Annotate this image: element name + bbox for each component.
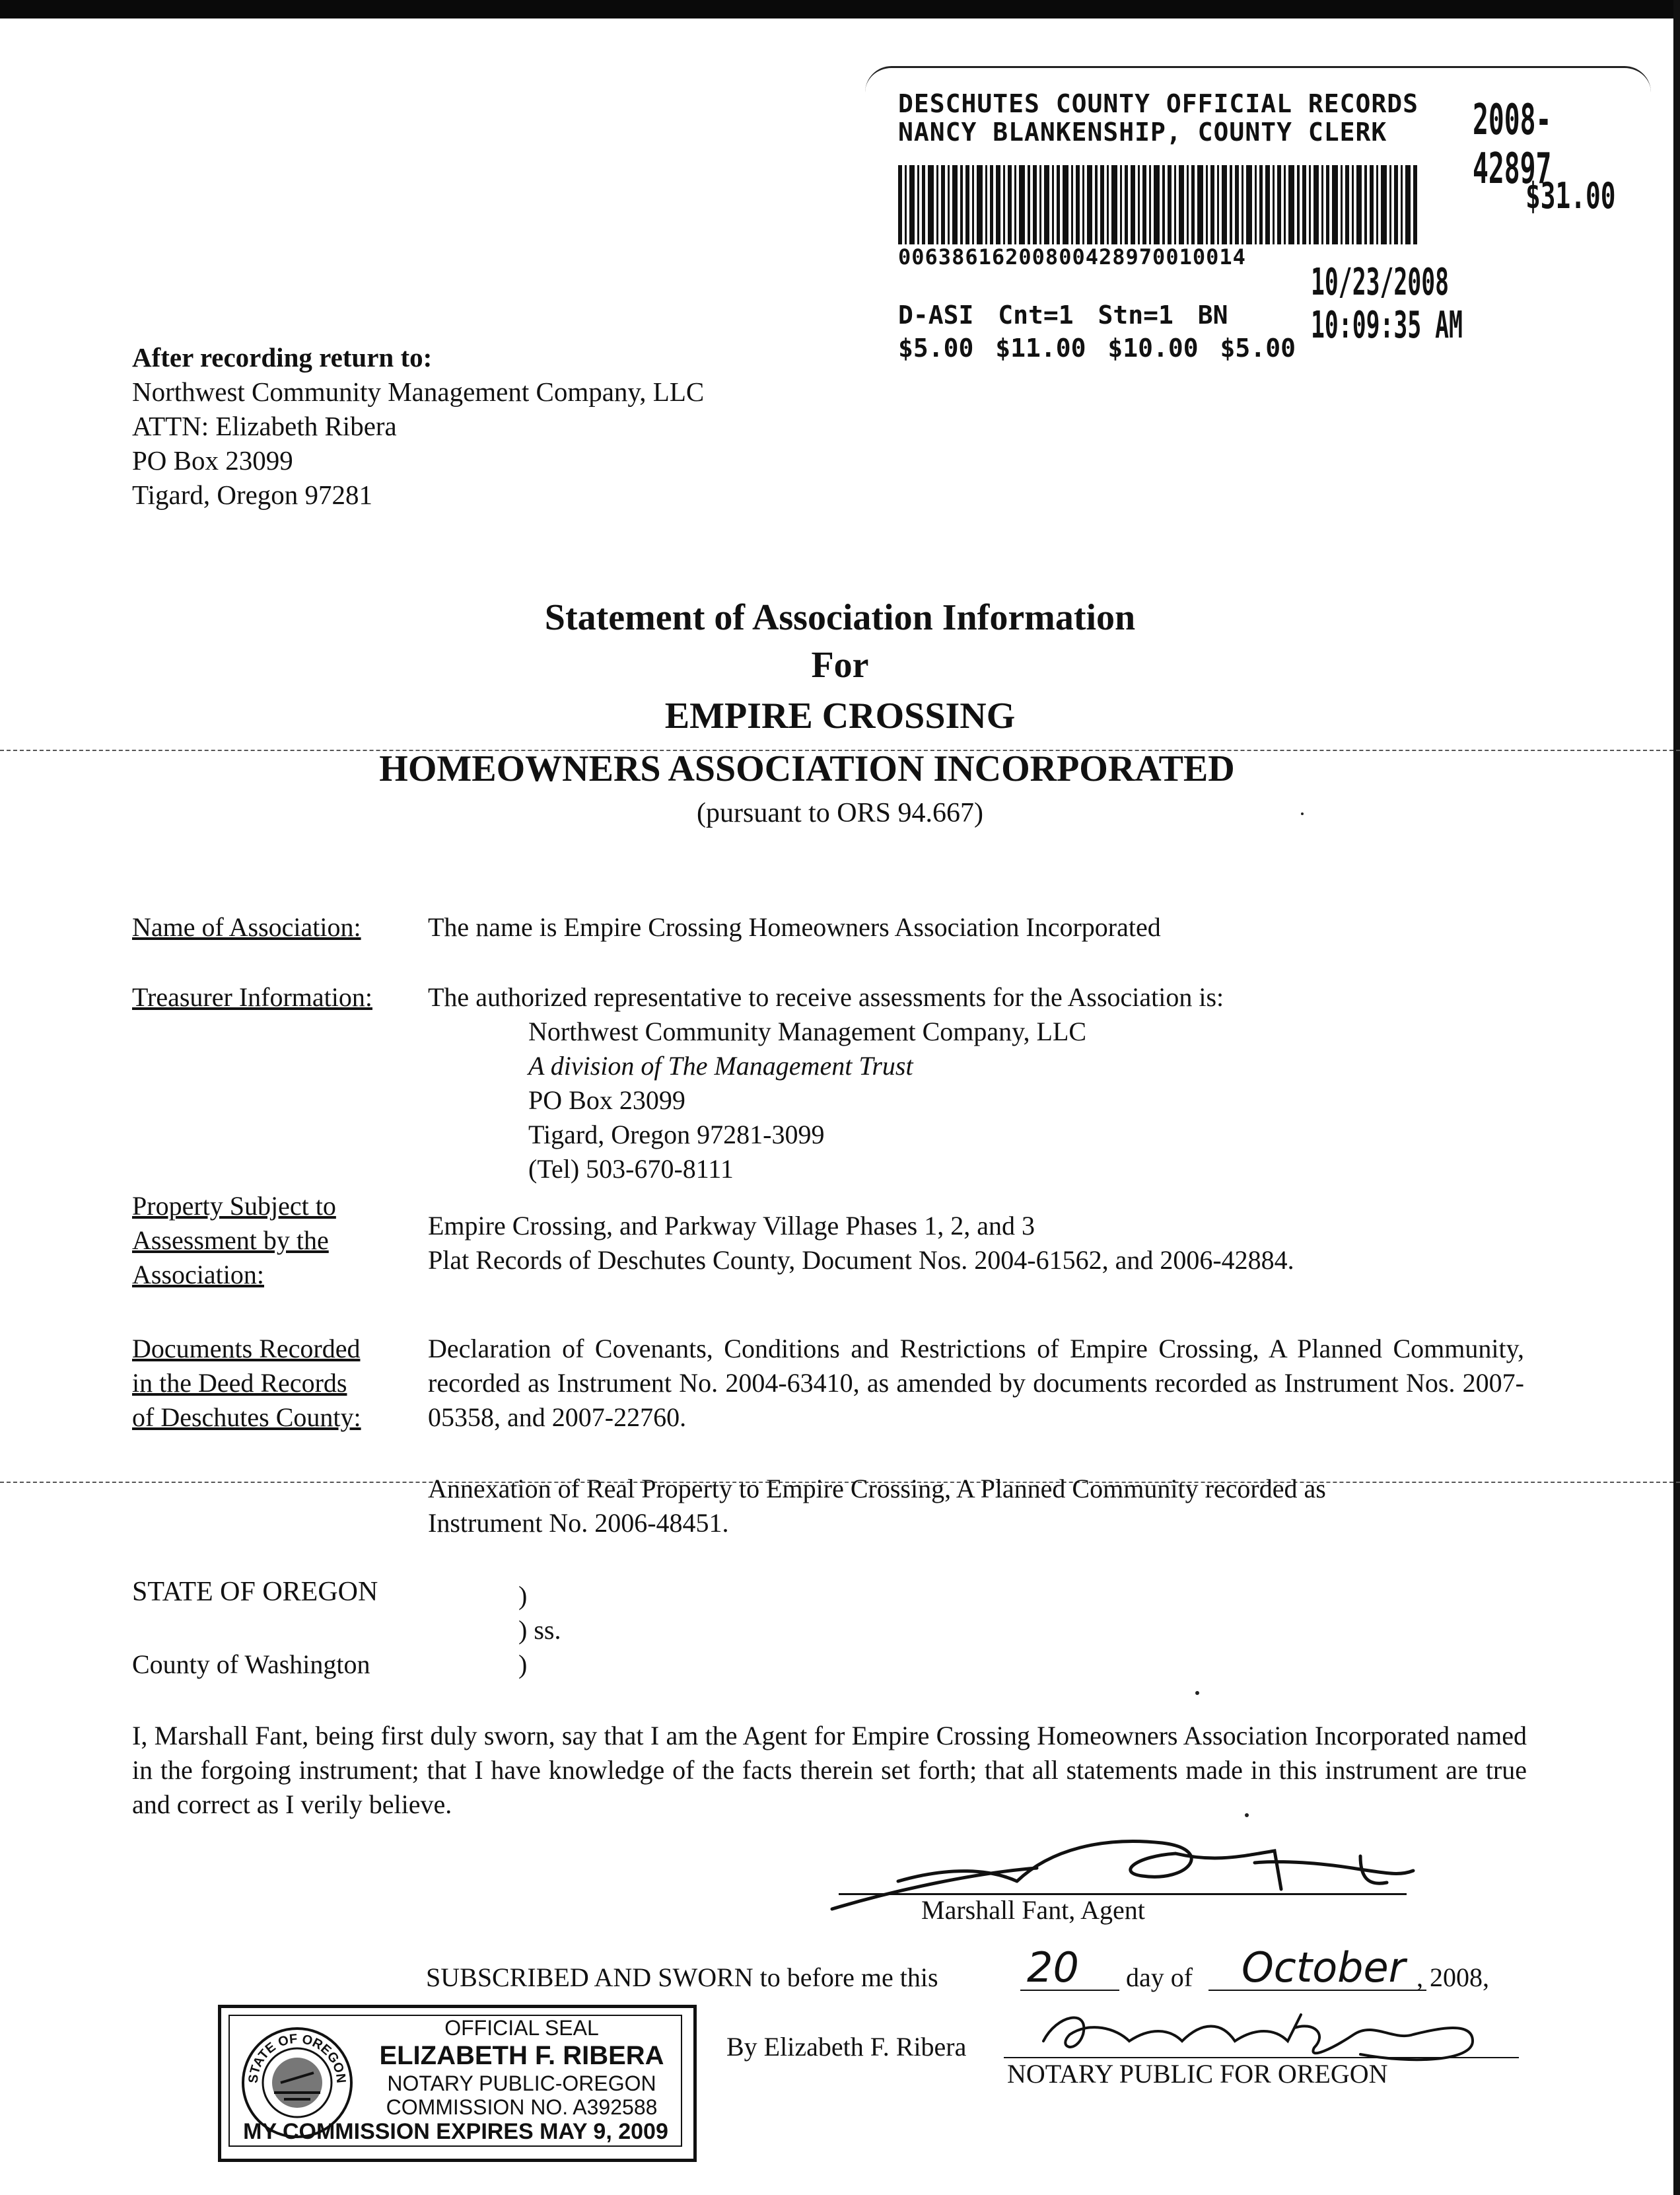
treasurer-city: Tigard, Oregon 97281-3099 bbox=[528, 1120, 825, 1149]
total-recording-fee: $31.00 bbox=[1525, 175, 1616, 217]
jurat-year: , 2008, bbox=[1417, 1962, 1489, 1992]
return-city: Tigard, Oregon 97281 bbox=[132, 480, 373, 510]
venue-county: County of Washington bbox=[132, 1649, 370, 1679]
seal-emblem-text: STATE OF OREGON bbox=[246, 2031, 349, 2084]
barcode-number: 00638616200800428970010014 bbox=[898, 244, 1246, 270]
jurat-month: October bbox=[1242, 1943, 1406, 1992]
venue-paren-top: ) bbox=[518, 1581, 528, 1610]
scan-speck bbox=[1195, 1691, 1199, 1695]
property-label-line3: Association: bbox=[132, 1260, 264, 1289]
scan-speck bbox=[1301, 812, 1304, 815]
documents-label-line2: in the Deed Records bbox=[132, 1368, 347, 1398]
title-for: For bbox=[811, 645, 869, 686]
jurat-prefix: SUBSCRIBED AND SWORN to before me this bbox=[426, 1962, 938, 1992]
scan-top-border bbox=[0, 0, 1680, 18]
property-label-line1: Property Subject to bbox=[132, 1191, 336, 1221]
return-po-box: PO Box 23099 bbox=[132, 445, 293, 476]
jurat-month-line bbox=[1208, 1990, 1426, 1991]
notary-title: NOTARY PUBLIC FOR OREGON bbox=[1007, 2059, 1388, 2089]
property-plat-records: Plat Records of Deschutes County, Document Nos. 2004-61562, and 2006-42884. bbox=[428, 1245, 1294, 1275]
return-attn: ATTN: Elizabeth Ribera bbox=[132, 411, 397, 441]
recording-codes: D-ASI Cnt=1 Stn=1 BN bbox=[898, 301, 1228, 330]
annexation-line1: Annexation of Real Property to Empire Crossing, A Planned Community recorded as bbox=[428, 1474, 1326, 1503]
jurat-day-line bbox=[1020, 1990, 1119, 1991]
annexation-line2: Instrument No. 2006-48451. bbox=[428, 1508, 729, 1538]
document-title: Statement of Association Information bbox=[544, 597, 1136, 638]
fee-breakdown: $5.00 $11.00 $10.00 $5.00 bbox=[898, 334, 1296, 363]
documents-label-line3: of Deschutes County: bbox=[132, 1402, 361, 1432]
jurat-day: 20 bbox=[1027, 1943, 1079, 1992]
scan-speck bbox=[1245, 1813, 1249, 1817]
venue-paren-bottom: ) bbox=[518, 1649, 528, 1679]
venue-ss: ) ss. bbox=[518, 1615, 561, 1645]
title-association-type: HOMEOWNERS ASSOCIATION INCORPORATED bbox=[379, 748, 1235, 789]
affidavit-paragraph: I, Marshall Fant, being first duly sworn, say that I am the Agent for Empire Crossing Homeowners Association Incorporated named in the forgoing instrument; that I have knowledge of the facts therein set forth; that all statements made in this instrument are true and correct as I verily believe. bbox=[132, 1721, 1527, 1819]
document-number: 2008-42897 bbox=[1473, 96, 1552, 194]
seal-notary-public: NOTARY PUBLIC-OREGON bbox=[387, 2071, 656, 2095]
notary-by: By Elizabeth F. Ribera bbox=[726, 2032, 967, 2062]
title-association: EMPIRE CROSSING bbox=[664, 696, 1016, 737]
recorder-office-line: DESCHUTES COUNTY OFFICIAL RECORDS bbox=[898, 89, 1418, 118]
treasurer-information-label: Treasurer Information: bbox=[132, 982, 372, 1012]
return-to-heading: After recording return to: bbox=[132, 342, 433, 373]
property-description: Empire Crossing, and Parkway Village Phases 1, 2, and 3 bbox=[428, 1211, 1035, 1241]
treasurer-division: A division of The Management Trust bbox=[528, 1051, 913, 1081]
venue-state: STATE OF OREGON bbox=[132, 1577, 378, 1607]
name-of-association-label: Name of Association: bbox=[132, 912, 361, 942]
title-statute: (pursuant to ORS 94.667) bbox=[697, 798, 983, 828]
jurat-day-of: day of bbox=[1126, 1962, 1193, 1992]
name-of-association-value: The name is Empire Crossing Homeowners Association Incorporated bbox=[428, 912, 1161, 942]
treasurer-po-box: PO Box 23099 bbox=[528, 1085, 685, 1115]
seal-notary-name: ELIZABETH F. RIBERA bbox=[379, 2041, 664, 2070]
declaration-paragraph: Declaration of Covenants, Conditions and Restrictions of Empire Crossing, A Planned Community, recorded as Instrument No. 2004-63410, as amended by documents recorded as Instrument Nos. 2007-05358, and 2007-22760. bbox=[428, 1334, 1524, 1432]
county-clerk-line: NANCY BLANKENSHIP, COUNTY CLERK bbox=[898, 118, 1387, 147]
documents-label-line1: Documents Recorded bbox=[132, 1334, 361, 1363]
property-label-line2: Assessment by the bbox=[132, 1225, 329, 1255]
scan-right-border bbox=[1673, 0, 1680, 2195]
barcode bbox=[898, 165, 1420, 244]
return-company: Northwest Community Management Company, LLC bbox=[132, 377, 705, 407]
recorded-datetime: 10/23/2008 10:09:35 AM bbox=[1311, 261, 1463, 347]
signer-name: Marshall Fant, Agent bbox=[921, 1895, 1145, 1925]
treasurer-company: Northwest Community Management Company, LLC bbox=[528, 1017, 1087, 1046]
treasurer-phone: (Tel) 503-670-8111 bbox=[528, 1154, 734, 1184]
treasurer-intro: The authorized representative to receive assessments for the Association is: bbox=[428, 982, 1224, 1012]
seal-commission-number: COMMISSION NO. A392588 bbox=[386, 2095, 658, 2119]
seal-commission-expiration: MY COMMISSION EXPIRES MAY 9, 2009 bbox=[243, 2119, 668, 2144]
seal-heading: OFFICIAL SEAL bbox=[444, 2016, 599, 2040]
